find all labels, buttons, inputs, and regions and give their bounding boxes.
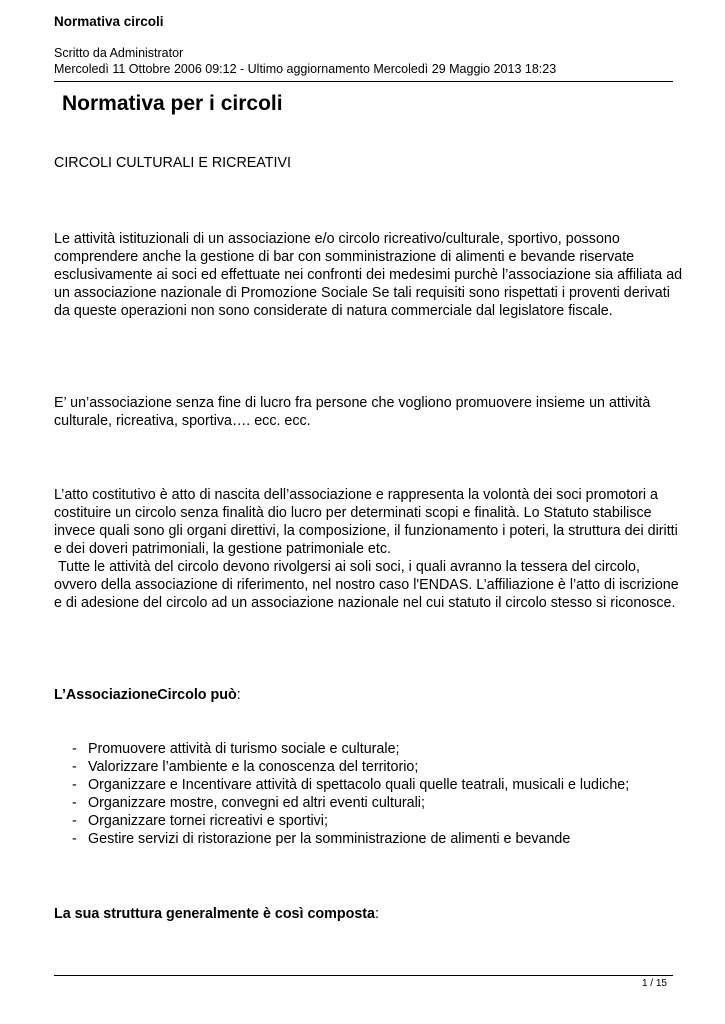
section-heading-structure xyxy=(54,905,379,923)
bullet-dash: - xyxy=(72,777,77,793)
list-item-text: Organizzare e Incentivare attività di spettacolo quali quelle teatrali, musicali e ludiche; xyxy=(88,777,630,793)
bullet-dash: - xyxy=(72,831,77,847)
list-item-text: Gestire servizi di ristorazione per la somministrazione de alimenti e bevande xyxy=(88,831,571,847)
list-item-text: Promuovere attività di turismo sociale e culturale; xyxy=(88,741,400,757)
footer-divider xyxy=(54,975,673,976)
paragraph-1: Le attività istituzionali di un associazione e/o circolo ricreativo/culturale, sportivo, possono comprendere anche la gestione di bar con somministrazione di alimenti e bevande riservate esclusivamente ai soci ed effettuate nei confronti dei medesimi purchè l’associazione sia affiliata ad un associazione nazionale di Promozione Sociale Se tali requisiti sono rispettati i proventi derivati da queste operazioni non sono considerate di natura commerciale dal legislatore fiscale. xyxy=(54,231,683,319)
header-divider xyxy=(54,81,673,82)
list-item xyxy=(54,794,684,812)
bullet-dash: - xyxy=(72,795,77,811)
page-title: Normativa per i circoli xyxy=(62,92,283,115)
bullet-dash: - xyxy=(72,741,77,757)
list-item-text: Valorizzare l’ambiente e la conoscenza del territorio; xyxy=(88,759,419,775)
header-dates: Mercoledì 11 Ottobre 2006 09:12 - Ultimo aggiornamento Mercoledì 29 Maggio 2013 18:23 xyxy=(54,62,557,76)
page-number: 1 / 15 xyxy=(641,978,667,989)
paragraph-2: E’ un’associazione senza fine di lucro fra persone che vogliono promuovere insieme un attività culturale, ricreativa, sportiva…. ecc. ecc. xyxy=(54,395,651,429)
list-item xyxy=(54,758,684,776)
bullet-dash: - xyxy=(72,759,77,775)
list-item-text: Organizzare mostre, convegni ed altri eventi culturali; xyxy=(88,795,425,811)
section-heading-capabilities-text: L’AssociazioneCircolo può xyxy=(54,687,237,703)
list-item xyxy=(54,812,684,830)
capabilities-list xyxy=(54,740,684,848)
paragraph-3: L’atto costitutivo è atto di nascita dell’associazione e rappresenta la volontà dei soci promotori a costituire un circolo senza finalità dio lucro per determinati scopi e finalità. Lo Statuto stabilisce invece quali sono gli organi direttivi, la composizione, il funzionamento i poteri, la struttura dei diritti e dei doveri patrimoniali, la gestione patrimoniale etc. xyxy=(54,487,678,557)
list-item xyxy=(54,776,684,794)
section-heading-capabilities-colon: : xyxy=(236,687,241,703)
section-heading-structure-colon: : xyxy=(374,906,379,922)
list-item xyxy=(54,740,684,758)
section-heading-capabilities xyxy=(54,686,241,704)
list-item-text: Organizzare tornei ricreativi e sportivi; xyxy=(88,813,328,829)
header-author: Scritto da Administrator xyxy=(54,46,184,60)
list-item xyxy=(54,830,684,848)
header-doc-title: Normativa circoli xyxy=(54,14,164,29)
section-heading-structure-text: La sua struttura generalmente è così composta xyxy=(54,906,375,922)
paragraph-4: Tutte le attività del circolo devono rivolgersi ai soli soci, i quali avranno la tessera del circolo, ovvero della associazione di riferimento, nel nostro caso l'ENDAS. L’affiliazione è l’atto di iscrizione e di adesione del circolo ad un associazione nazionale nel cui statuto il circolo stesso si riconosce. xyxy=(54,559,683,611)
subtitle: CIRCOLI CULTURALI E RICREATIVI xyxy=(54,155,291,171)
bullet-dash: - xyxy=(72,813,77,829)
